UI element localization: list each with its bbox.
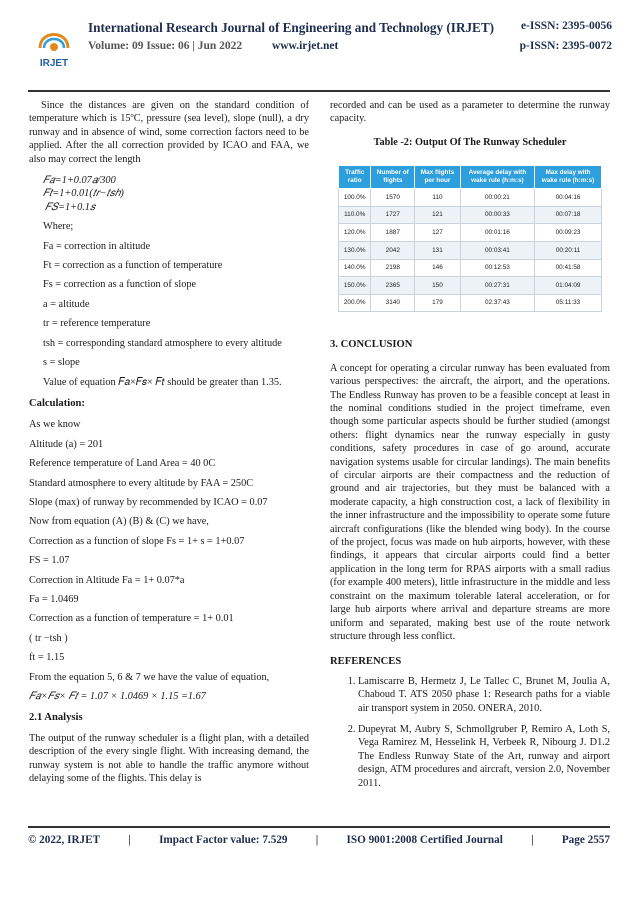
table-cell: 140.0% <box>339 259 371 277</box>
calc-line-11: Correction as a function of temperature = 1+ 0.01 <box>29 613 234 625</box>
definition-tsh: tsh = corresponding standard atmosphere to every altitude <box>43 337 282 349</box>
volume-issue: Volume: 09 Issue: 06 | Jun 2022 <box>88 40 243 52</box>
footer-separator: | <box>315 834 319 846</box>
calc-line-8: FS = 1.07 <box>29 555 70 567</box>
intro-paragraph: Since the distances are given on the standard condition of temperature which is 15ºC, pressure (sea level), slope (null), a dry runway and in absence of wind, some correction factors need to be applied. After the all correction provided by ICAO and FAA, we also may correct the length <box>29 100 309 165</box>
iso-certification: ISO 9001:2008 Certified Journal <box>346 834 503 846</box>
definition-ft: Ft = correction as a function of temperature <box>43 260 223 272</box>
analysis-heading: 2.1 Analysis <box>29 712 83 724</box>
copyright: © 2022, IRJET <box>28 834 101 846</box>
table-cell: 00:41:58 <box>535 259 602 277</box>
table-cell: 00:03:41 <box>460 242 534 260</box>
value-note: Value of equation 𝐹𝑎×𝐹𝑠× 𝐹𝑡 should be greater than 1.35. <box>43 376 282 388</box>
calc-line-14: From the equation 5, 6 & 7 we have the value of equation, <box>29 671 270 683</box>
table-cell: 00:01:16 <box>460 224 534 242</box>
table-cell: 01:04:09 <box>535 277 602 295</box>
references-heading: REFERENCES <box>330 656 402 668</box>
table-cell: 05:11:33 <box>535 294 602 312</box>
equation-ft: 𝐹𝑡=1+0.01(𝑡𝑟−𝑡𝑠ℎ) <box>43 188 124 200</box>
table-cell: 02:37:43 <box>460 294 534 312</box>
analysis-paragraph: The output of the runway scheduler is a flight plan, with a detailed description of the every single flight. With increasing demand, the runway system is not able to handle the traffic anymore without delaying some of the flights. This delay is <box>29 732 309 785</box>
calc-line-5: Slope (max) of runway by recommended by ICAO = 0.07 <box>29 496 268 508</box>
table-cell: 00:04:16 <box>535 189 602 207</box>
where-label: Where; <box>43 221 74 233</box>
definition-tr: tr = reference temperature <box>43 318 151 330</box>
right-column <box>330 99 610 798</box>
definition-s: s = slope <box>43 357 80 369</box>
table-row <box>339 242 602 260</box>
calc-line-6: Now from equation (A) (B) & (C) we have, <box>29 516 209 528</box>
table-cell: 127 <box>415 224 461 242</box>
table-row <box>339 189 602 207</box>
table-cell: 3140 <box>371 294 415 312</box>
irjet-logo <box>30 18 78 78</box>
table-cell: 1887 <box>371 224 415 242</box>
table-cell: 200.0% <box>339 294 371 312</box>
calculation-heading: Calculation: <box>29 397 85 409</box>
conclusion-heading: 3. CONCLUSION <box>330 339 413 351</box>
calc-line-7: Correction as a function of slope Fs = 1+ s = 1+0.07 <box>29 535 245 547</box>
table-row <box>339 294 602 312</box>
table-cell: 2365 <box>371 277 415 295</box>
table-cell: 120.0% <box>339 224 371 242</box>
table-cell: 00:12:53 <box>460 259 534 277</box>
calc-line-3: Reference temperature of Land Area = 40 0C <box>29 458 216 470</box>
table-row <box>339 206 602 224</box>
calc-line-12: ( tr −tsh ) <box>29 632 68 644</box>
table-cell: 130.0% <box>339 242 371 260</box>
header-number-of-flights: Number of flights <box>371 166 415 189</box>
table-cell: 179 <box>415 294 461 312</box>
table-cell: 00:09:23 <box>535 224 602 242</box>
website-link[interactable]: www.irjet.net <box>271 40 339 52</box>
table-cell: 131 <box>415 242 461 260</box>
pissn: p-ISSN: 2395-0072 <box>519 40 612 52</box>
table-cell: 121 <box>415 206 461 224</box>
conclusion-paragraph: A concept for operating a circular runway has been evaluated from various perspectives: the aircraft, the airport, and the operations. The Endless Runway has proven to be a feasible concept at least in the nominal conditions studied in the project timeframe, even though some particular aspects should be further studied (amongst others: flight dynamics near the runway especially in gusty conditions, safety procedures in case of go around, accurate navigation systems usable for circular landings). The main benefits of circular airports are their compactness and the reduction of ground and air trajectories, but they must be balanced with a moderate capacity, a high construction cost, a lack of flexibility in the inner infrastructure and the impossibility to operate some future aircraft configurations (like the blended wing body). In the course of the project, focus was made on hub airports, however, with these findings, it appears that circular airports could find a better application in the long term for RPAS airports with a small radius (for example 400 meters), little infrastructure in the middle and less constraint on the maximum tolerable lateral acceleration, or for large hub airports where arrival and departure streams are more uniform and separated, making best use of the route network structure through less conflict. <box>330 362 610 642</box>
impact-factor: Impact Factor value: 7.529 <box>159 834 288 846</box>
definition-fa: Fa = correction in altitude <box>43 240 151 252</box>
footer-separator: | <box>531 834 534 846</box>
table-cell: 146 <box>415 259 461 277</box>
calc-line-1: As we know <box>29 419 81 431</box>
table-header-row <box>339 166 602 189</box>
table-cell: 110.0% <box>339 206 371 224</box>
equation-fs: 𝐹𝑆=1+0.1𝑠 <box>45 201 96 213</box>
footer-divider <box>28 826 610 828</box>
table-cell: 2042 <box>371 242 415 260</box>
table-cell: 00:00:21 <box>460 189 534 207</box>
equation-fa: 𝐹𝑎=1+0.07𝑎/300 <box>43 175 116 187</box>
calc-line-9: Correction in Altitude Fa = 1+ 0.07*a <box>29 574 185 586</box>
header-max-delay: Max delay with wake rule (h:m:s) <box>535 166 602 189</box>
journal-volume-line <box>88 40 338 52</box>
footer-separator: | <box>128 834 131 846</box>
reference-item: 1. Lamiscarre B, Hermetz J, Le Tallec C, Brunet M, Joulia A, Chaboud T. ATS 2050 phase 1: Research paths for a viable air transport system in 2050. ONERA, 2010. <box>358 675 610 715</box>
page-number: Page 2557 <box>561 834 610 846</box>
calc-line-13: ft = 1.15 <box>29 652 65 664</box>
page-footer <box>28 834 610 846</box>
table-cell: 150.0% <box>339 277 371 295</box>
reference-item: 2. Dupeyrat M, Aubry S, Schmollgruber P, Remiro A, Loth S, Vega Ramirez M, Hesselink H, Verbeek R, Nibourg J. D1.2 The Endless Runway State of the Art, runway and airport design, ATM procedures and aircraft, version 2.0, November 2011. <box>358 723 610 790</box>
table-cell: 1727 <box>371 206 415 224</box>
header-average-delay: Average delay with wake rule (h:m:s) <box>460 166 534 189</box>
table-row <box>339 224 602 242</box>
table-cell: 00:00:33 <box>460 206 534 224</box>
page-header <box>0 0 638 92</box>
calc-line-10: Fa = 1.0469 <box>29 593 79 605</box>
table-cell: 00:27:31 <box>460 277 534 295</box>
left-column <box>29 99 309 785</box>
calc-line-4: Standard atmosphere to every altitude by FAA = 250C <box>29 477 254 489</box>
journal-title: International Research Journal of Engineering and Technology (IRJET) <box>88 20 495 35</box>
table-cell: 150 <box>415 277 461 295</box>
header-max-flights: Max flights per hour <box>415 166 461 189</box>
references-list <box>330 675 610 790</box>
table-row <box>339 277 602 295</box>
continued-paragraph: recorded and can be used as a parameter to determine the runway capacity. <box>330 100 610 125</box>
header-divider <box>28 90 610 92</box>
table-title: Table -2: Output Of The Runway Scheduler <box>373 136 567 148</box>
table-cell: 110 <box>415 189 461 207</box>
definition-fs: Fs = correction as a function of slope <box>43 279 197 291</box>
svg-text:IRJET: IRJET <box>39 58 69 69</box>
header-traffic-ratio: Traffic ratio <box>339 166 371 189</box>
eissn: e-ISSN: 2395-0056 <box>520 20 612 32</box>
scheduler-table <box>338 165 602 312</box>
calc-line-15: 𝐹𝑎×𝐹𝑠× 𝐹𝑡 = 1.07 × 1.0469 × 1.15 =1.67 <box>29 691 206 702</box>
table-cell: 00:20:11 <box>535 242 602 260</box>
table-cell: 00:07:18 <box>535 206 602 224</box>
table-cell: 2198 <box>371 259 415 277</box>
table-cell: 1570 <box>371 189 415 207</box>
definition-a: a = altitude <box>43 298 90 310</box>
calc-line-2: Altitude (a) = 201 <box>29 438 104 450</box>
table-row <box>339 259 602 277</box>
table-cell: 100.0% <box>339 189 371 207</box>
